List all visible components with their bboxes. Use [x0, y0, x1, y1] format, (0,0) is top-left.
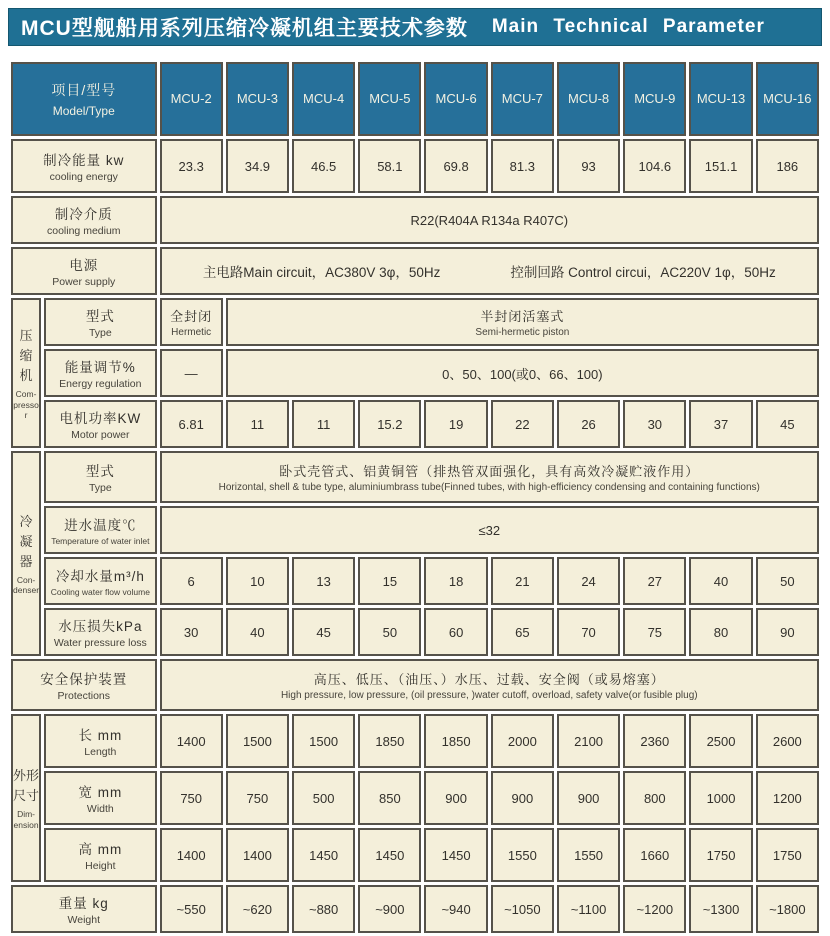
value-cell: 750 — [160, 771, 223, 825]
value-cell: 1000 — [689, 771, 752, 825]
label-en: Type — [88, 482, 112, 494]
value-cell: 2360 — [623, 714, 686, 768]
value-cell: ~1050 — [491, 885, 554, 933]
label-en: Water pressure loss — [53, 637, 147, 649]
row-motor-power — [11, 400, 819, 448]
row-label-height — [44, 828, 156, 882]
value-cell: 1750 — [689, 828, 752, 882]
power-supply-value — [160, 247, 819, 295]
section-zh-char: 器 — [19, 553, 33, 569]
header-label-en: Model/Type — [52, 104, 115, 118]
section-zh-char: 压 — [19, 328, 33, 343]
row-width — [11, 771, 819, 825]
label-zh: 能量调节% — [64, 360, 136, 375]
value-cell: 750 — [226, 771, 289, 825]
value-cell: 18 — [424, 557, 487, 605]
value-cell: 10 — [226, 557, 289, 605]
value-cell: 104.6 — [623, 139, 686, 193]
page-title-zh: MCU型舰船用系列压缩冷凝机组主要技术参数 — [21, 17, 468, 40]
label-zh: 制冷能量 kw — [43, 153, 125, 168]
column-header-model — [292, 62, 355, 136]
row-height — [11, 828, 819, 882]
label-zh: 安全保护装置 — [40, 672, 128, 687]
label-en: Length — [84, 746, 117, 758]
header-row — [11, 62, 819, 136]
row-protections — [11, 659, 819, 711]
value-cell: 1450 — [424, 828, 487, 882]
row-label-width — [44, 771, 156, 825]
label-zh: 水压损失kPa — [58, 619, 143, 634]
value-cell: 2100 — [557, 714, 620, 768]
value-cell: 1660 — [623, 828, 686, 882]
model-name: MCU-2 — [170, 91, 212, 106]
energy-regulation-rest: 0、50、100(或0、66、100) — [226, 349, 819, 397]
value-cell: 19 — [424, 400, 487, 448]
section-zh-char: 机 — [19, 368, 33, 384]
value-cell: 22 — [491, 400, 554, 448]
model-name: MCU-6 — [435, 91, 477, 106]
value-cell: 1400 — [160, 714, 223, 768]
value-cell: 60 — [424, 608, 487, 656]
label-zh: 宽 mm — [78, 785, 123, 800]
value-cell: ~1100 — [557, 885, 620, 933]
row-label-cooling-energy — [11, 139, 157, 193]
value-cell: 1850 — [358, 714, 421, 768]
column-header-model — [557, 62, 620, 136]
value-cell: 45 — [292, 608, 355, 656]
value-cell: 93 — [557, 139, 620, 193]
row-label-water-pressure-loss — [44, 608, 156, 656]
model-name: MCU-4 — [303, 91, 345, 106]
row-label-compressor-type — [44, 298, 156, 346]
label-zh: 电源 — [69, 258, 99, 273]
row-cooling-medium — [11, 196, 819, 244]
value-cell: 1500 — [292, 714, 355, 768]
label-zh: 进水温度℃ — [64, 518, 137, 533]
value-zh: 半封闭活塞式 — [480, 309, 565, 324]
value-cell: 81.3 — [491, 139, 554, 193]
model-name: MCU-13 — [696, 91, 746, 106]
value-cell: 50 — [358, 608, 421, 656]
energy-regulation-first: — — [160, 349, 223, 397]
row-label-cooling-medium — [11, 196, 157, 244]
value-cell: 800 — [623, 771, 686, 825]
label-en: Protections — [57, 690, 111, 702]
value-cell: 37 — [689, 400, 752, 448]
value-cell: 21 — [491, 557, 554, 605]
model-name: MCU-3 — [236, 91, 278, 106]
main-circuit-spec: 主电路Main circuit，AC380V 3φ，50Hz — [202, 265, 441, 280]
protections-value — [160, 659, 819, 711]
cooling-medium-value: R22(R404A R134a R407C) — [160, 196, 819, 244]
row-label-water-inlet-temperature — [44, 506, 156, 554]
section-en: Dim-ension — [13, 809, 39, 830]
value-cell: 26 — [557, 400, 620, 448]
value-cell: 151.1 — [689, 139, 752, 193]
value-cell: 90 — [756, 608, 819, 656]
value-cell: 15 — [358, 557, 421, 605]
label-en: Cooling water flow volume — [50, 587, 150, 597]
row-label-cooling-water-flow — [44, 557, 156, 605]
label-en: Height — [85, 860, 116, 872]
section-zh-char: 外形 — [13, 768, 40, 784]
value-cell: 70 — [557, 608, 620, 656]
column-header-model — [226, 62, 289, 136]
value-cell: 6.81 — [160, 400, 223, 448]
label-zh: 型式 — [85, 309, 115, 324]
section-label-dimension — [11, 714, 41, 882]
row-label-motor-power — [44, 400, 156, 448]
value-cell: ~1300 — [689, 885, 752, 933]
title-bar — [8, 8, 822, 46]
section-label-compressor — [11, 298, 41, 448]
label-en: Motor power — [71, 429, 130, 441]
value-en: Hermetic — [171, 327, 212, 338]
value-cell: 11 — [292, 400, 355, 448]
row-length — [11, 714, 819, 768]
value-zh: 卧式壳管式、铝黄铜管（排热管双面强化，具有高效冷凝贮液作用） — [279, 464, 700, 479]
row-label-weight — [11, 885, 157, 933]
row-condenser-type — [11, 451, 819, 503]
label-en: Power supply — [52, 276, 116, 288]
label-zh: 型式 — [85, 464, 115, 479]
row-water-inlet-temperature — [11, 506, 819, 554]
value-cell: ~1800 — [756, 885, 819, 933]
column-header-model — [689, 62, 752, 136]
value-cell: 500 — [292, 771, 355, 825]
row-cooling-energy — [11, 139, 819, 193]
value-en: Horizontal, shell & tube type, aluminiumbrass tube(Finned tubes, with high-efficiency condensing and containing functions) — [218, 482, 760, 493]
value-cell: 13 — [292, 557, 355, 605]
spec-table — [8, 59, 822, 936]
header-model-type-cell — [11, 62, 157, 136]
value-cell: 1500 — [226, 714, 289, 768]
water-inlet-temperature-value: ≤32 — [160, 506, 819, 554]
value-cell: 45 — [756, 400, 819, 448]
column-header-model — [358, 62, 421, 136]
value-cell: 23.3 — [160, 139, 223, 193]
value-cell: 1550 — [491, 828, 554, 882]
row-energy-regulation — [11, 349, 819, 397]
row-label-length — [44, 714, 156, 768]
value-cell: 30 — [160, 608, 223, 656]
label-en: Type — [88, 327, 112, 339]
label-zh: 重量 kg — [58, 896, 109, 911]
value-en: Semi-hermetic piston — [475, 327, 570, 338]
value-cell: 2500 — [689, 714, 752, 768]
value-cell: 1450 — [292, 828, 355, 882]
compressor-type-hermetic — [160, 298, 223, 346]
value-cell: 186 — [756, 139, 819, 193]
row-water-pressure-loss — [11, 608, 819, 656]
value-cell: ~550 — [160, 885, 223, 933]
label-zh: 电机功率KW — [59, 411, 142, 426]
label-en: Width — [86, 803, 114, 815]
value-cell: 2600 — [756, 714, 819, 768]
value-cell: 1450 — [358, 828, 421, 882]
section-en: Com-pressor — [13, 389, 39, 420]
value-cell: 75 — [623, 608, 686, 656]
value-cell: 2000 — [491, 714, 554, 768]
label-zh: 长 mm — [78, 728, 123, 743]
value-cell: 6 — [160, 557, 223, 605]
section-en: Con-denser — [13, 575, 40, 596]
section-label-condenser — [11, 451, 41, 656]
row-label-energy-regulation — [44, 349, 156, 397]
column-header-model — [491, 62, 554, 136]
value-cell: 850 — [358, 771, 421, 825]
value-zh: 高压、低压、（油压、）水压、过载、安全阀（或易熔塞） — [313, 672, 665, 687]
column-header-model — [160, 62, 223, 136]
condenser-type-value — [160, 451, 819, 503]
row-cooling-water-flow — [11, 557, 819, 605]
model-name: MCU-7 — [501, 91, 543, 106]
value-cell: ~880 — [292, 885, 355, 933]
value-cell: 46.5 — [292, 139, 355, 193]
model-name: MCU-9 — [634, 91, 676, 106]
value-zh: 全封闭 — [170, 309, 213, 324]
label-en: cooling energy — [49, 171, 118, 183]
row-weight — [11, 885, 819, 933]
value-cell: 65 — [491, 608, 554, 656]
value-cell: 11 — [226, 400, 289, 448]
value-cell: ~620 — [226, 885, 289, 933]
label-zh: 高 mm — [78, 842, 123, 857]
value-cell: 40 — [689, 557, 752, 605]
model-name: MCU-8 — [567, 91, 610, 106]
value-cell: ~940 — [424, 885, 487, 933]
value-cell: 24 — [557, 557, 620, 605]
label-en: Energy regulation — [59, 378, 142, 390]
row-label-power-supply — [11, 247, 157, 295]
row-label-condenser-type — [44, 451, 156, 503]
value-cell: 900 — [491, 771, 554, 825]
section-zh-char: 冷 — [19, 513, 33, 529]
value-cell: ~900 — [358, 885, 421, 933]
section-zh-char: 缩 — [19, 348, 33, 364]
model-name: MCU-5 — [369, 91, 411, 106]
value-en: High pressure, low pressure, (oil pressure, )water cutoff, overload, safety valve(or fusible plug) — [280, 690, 698, 701]
value-cell: 40 — [226, 608, 289, 656]
value-cell: 80 — [689, 608, 752, 656]
label-en: Temperature of water inlet — [51, 536, 150, 546]
value-cell: 900 — [557, 771, 620, 825]
row-label-protections — [11, 659, 157, 711]
value-cell: 30 — [623, 400, 686, 448]
value-cell: 34.9 — [226, 139, 289, 193]
compressor-type-semi-hermetic — [226, 298, 819, 346]
value-cell: 1400 — [226, 828, 289, 882]
page-title-en: Main Technical Parameter — [491, 16, 765, 37]
section-zh-char: 凝 — [19, 533, 33, 549]
value-cell: 69.8 — [424, 139, 487, 193]
row-compressor-type — [11, 298, 819, 346]
row-power-supply — [11, 247, 819, 295]
value-cell: ~1200 — [623, 885, 686, 933]
value-cell: 27 — [623, 557, 686, 605]
value-cell: 1850 — [424, 714, 487, 768]
value-cell: 1200 — [756, 771, 819, 825]
value-cell: 1750 — [756, 828, 819, 882]
column-header-model — [623, 62, 686, 136]
header-label-zh: 项目/型号 — [51, 82, 117, 98]
section-zh-char: 尺寸 — [13, 788, 40, 804]
value-cell: 900 — [424, 771, 487, 825]
control-circuit-spec: 控制回路 Control circui，AC220V 1φ，50Hz — [510, 265, 776, 280]
value-cell: 1400 — [160, 828, 223, 882]
label-zh: 制冷介质 — [54, 207, 113, 222]
value-cell: 50 — [756, 557, 819, 605]
label-en: Weight — [67, 914, 101, 926]
label-zh: 冷却水量m³/h — [55, 569, 145, 584]
label-en: cooling medium — [47, 225, 121, 237]
model-name: MCU-16 — [763, 91, 812, 106]
value-cell: 58.1 — [358, 139, 421, 193]
value-cell: 15.2 — [358, 400, 421, 448]
column-header-model — [756, 62, 819, 136]
column-header-model — [424, 62, 487, 136]
value-cell: 1550 — [557, 828, 620, 882]
